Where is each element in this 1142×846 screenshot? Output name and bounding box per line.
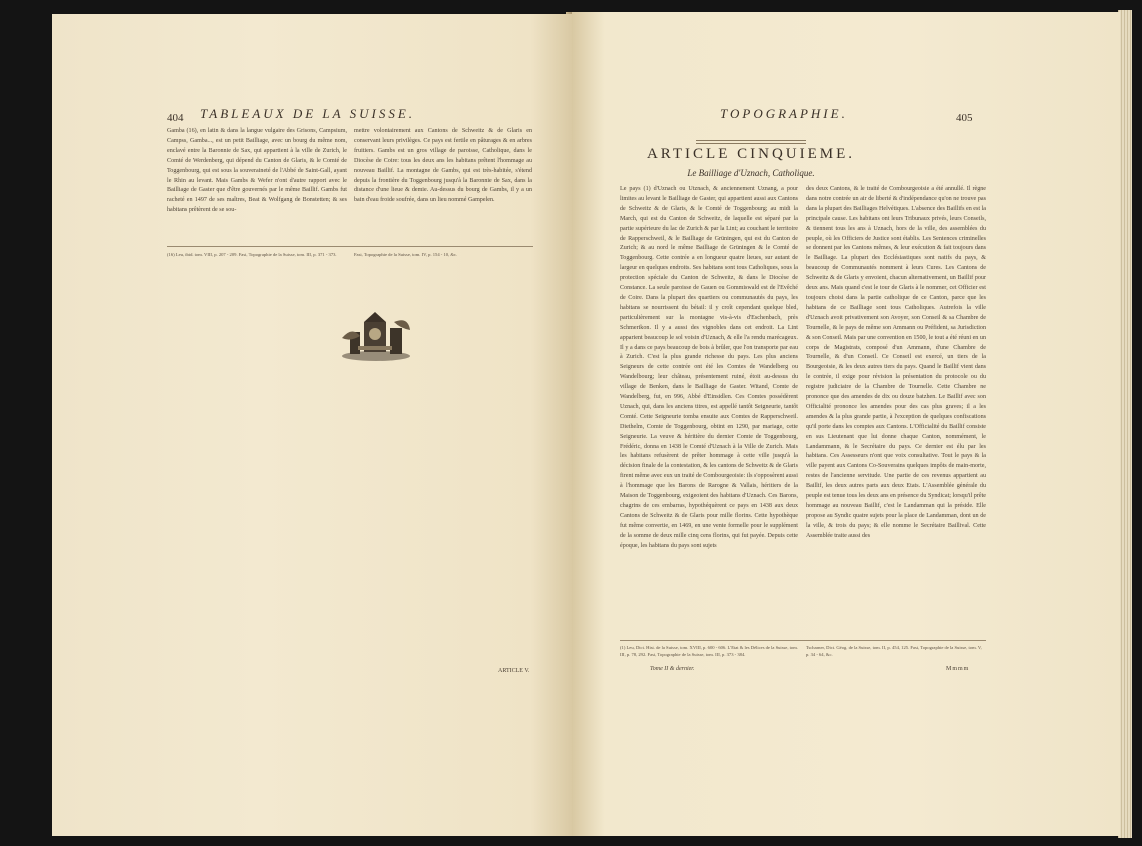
footnotes-right: Fasi, Topographie de la Suisse, tom. IV, p. 154 - 10, &c.	[354, 252, 458, 257]
title-rule	[696, 140, 806, 144]
footnote-rule	[167, 246, 533, 247]
tome-line: Tome II & dernier.	[650, 666, 695, 672]
vignette-ornament	[338, 308, 414, 362]
article-title: ARTICLE CINQUIEME.	[646, 146, 856, 162]
page-number: 405	[956, 112, 973, 124]
text-column-2: mettre volontairement aux Cantons de Schweitz & de Glaris en conservant leurs privilèges. Ce pays est fertile en pâturages & en arbres fruitiers. Gambs est un gros village de paroisse, Catholique, dans le Diocèse de Coire: tous les deux ans les habitans prêtent l'hommage au nouveau Baillif. La montagne de Gambs, qui est très-habitée, s'étend depuis la frontière du Toggenbourg jusqu'à la Baronnie de Sax, dans la distance d'une lieue & demie. Au-dessus du bourg de Gambs, il y a un bain d'eau froide soufrée, dans un lieu nommé Gampelen.	[354, 128, 532, 204]
text-column-2: des deux Cantons, & le traité de Combourgeoisie a été annullé. Il règne dans notre contrée un air de liberté & d'indépendance qu'on ne trouve pas dans la plupart des Bailliages Helvétiques. L'absence des Baillifs en est la principale cause. Les habitans ont leurs Tribunaux privés, leurs Conseils, & tiennent tous les ans à Uznach, hors de la ville, des assemblées du peuple, où les Officiers de Justice sont établis. Les Sentences criminelles se donnent par les Cantons mêmes, & leur exécution & fait toujours dans le Bailliage. La plupart des Ecclésiastiques sont natifs du pays, & beaucoup de Communautés nomment à leurs Cures. Les Cantons de Schweitz & de Glaris y envoient, chacun alternativement, un Baillif pour deux ans. Mais quand c'est le tour de Glaris à le nommer, cet Officier est toujours choisi dans la partie catholique de ce Canton, parce que les habitans de ce Bailliage sont tous Catholiques. Autrefois la ville d'Uznach avoit privativement son Avoyer, son Conseil & sa Chambre de Tournelle, & le pays de même son Ammann ou Préfident, sa Jurisdiction & son Conseil. Mais par une convention en 1500, le tout a été réuni en un corps de Magistrats, composé d'un Ammann, d'une Chambre de Tournelle, & d'un Conseil. Ce Conseil est exercé, un tiers de la Bourgeoisie, & les deux autres tiers du pays. Quand le Baillif vient dans le contrée, il exige pour révision la présentation du protocole ou du registre judiciaire de la Chambre de Tournelle. Cette Chambre ne prononce que des amendes de dix ou douze batzhen. Le Baillif avec son Officialité prononce les amendes pour des cas plus graves; il a les amendes & la plus grande partie, à l'exception de quelques confiscations qu'il porte dans les comptes aux Cantons. L'Officialité du Baillif consiste en sus Lieutenant que lui donne chaque Canton, nommément, le Landammann, & le Secrétaire du pays. Ce dernier est élu par les habitans. Ces Assesseurs n'ont que voix consultative. Tout le pays & la ville payent aux Cantons Co-Souverains quelques impôts de main-morte, restes de l'ancienne servitude. Une partie de ces revenus appartient au Baillif, les deux autres parts aux deux Etats. L'Assemblée générale du peuple est tenue tous les deux ans en présence du Syndicat; lorsqu'il prête hommage au nouveau Baillif, c'est le Landamman qui la préside. Elle propose au Syndic quatre sujets pour la place de Landamman, dont un de la ville, & trois du pays; & elle nomme le Secrétaire Baillival. Cette Assemblée traite aussi des	[806, 186, 986, 539]
right-page	[572, 12, 1120, 836]
signature-mark: Mmmm	[946, 666, 970, 672]
footnotes-right: Tscharner, Dict. Géog. de la Suisse, tom. II, p. 454, 125. Fasi, Topographie de la Suisse, tom. V, p. 34 - 64, &c.	[806, 645, 982, 657]
text-column-1: Le pays (1) d'Uznach ou Utznach, & anciennement Uznang, a pour limites au levant le Bailliage de Gaster, qui appartient aussi aux Cantons de Schweitz & de Glaris, & le Comté de Toggenbourg; au midi la March, qui est du Canton de Schweitz, de laquelle est séparé par la partie supérieure du lac de Zurich & par la Lint; au couchant le territoire de Rapperschweil, & le Bailliage de Grüningen, qui est du Canton de Zurich; & au nord le même Bailliage de Grüningen & le Comté de Toggenbourg. Cette contrée a en longueur quatre lieues, sur autant de largeur en quelques endroits. Ses habitans sont tous Catholiques, sous la protection spéciale du Canton de Schweitz, & dans le Diocèse de Constance. La seule paroisse de Gauen ou Gommiswald est de l'Evêché de Coire. Dans la plupart des quartiers ou communautés du pays, les habitans se nourrissent du bétail: il y croît cependant quelque bled, particulièrement sur la montagne vis-à-vis d'Eschenbach, près Schmerikon. Il y a aussi des vignobles dans cet endroit. La Lint apparient beaucoup le sol voisin d'Uznach, & elle l'a rendu marécageux. Il y a dans ce pays beaucoup de bois à brûler, que l'on transporte par eau à Zurich. C'est la plus grande richesse du pays. Les plus anciens Seigneurs de cette contrée ont été les Comtes de Wandelberg ou Wandelbourg; leur château, présentement ruiné, étoit au-dessus du village de Benken, dans le Bailliage de Gaster. Witand, Comte de Wandelberg, fut, en 996, Abbé d'Einsidlen. Ces Comtes possédèrent Uznach, qui, dans les anciens titres, est appellé tantôt Seigneurie, tantôt Comté. Cette Seigneurie tomba ensuite aux Comtes de Rapperschweil. Diethelm, Comte de Toggenbourg, obtint en 1290, par mariage, cette Seigneurie. La veuve & héritière du dernier Comte de Toggenbourg, Frédéric, donna en 1438 le Comté d'Uznach à la Ville de Zurich. Mais les habitans refusèrent de prêter hommage à cette ville jusqu'à la décision finale de la contestation, & les cantons de Schweitz & de Glaris firent même avec eux un traité de Combourgeoisie: ils s'opposèrent aussi à l'hommage que les Barons de Rarogne & Vallais, héritiers de la Maison de Toggenbourg, exigeoient des habitans d'Uznach. Ces Barons, chagrins de ces embarras, hypothéquèrent ce pays en 1438 aux deux Cantons de Schweitz & de Glaris pour mille florins. Cette hypothèque fut même convertie, en 1469, en une vente formelle pour le supplément de la somme de deux mille cinq cens florins, qui fut payée. Depuis cette époque, les habitans du pays sont sujets	[620, 186, 798, 549]
footnotes-left: (1) Leu, Dict. Hist. de la Suisse, tom. XVIII, p. 600 - 606. L'Etat & les Délices de la Suisse, tom. III, p. 78, 292. Fasi, Topographie de la Suisse, tom. III, p. 373 - 384.	[620, 645, 798, 657]
text-column-1: Gamba (16), en latin & dans la langue vulgaire des Grisons, Campsium, Campss, Gamba..., est un petit Bailliage, avec un bourg du même nom, enclavé entre la Baronnie de Sax, qui appartient à la ville de Zurich, le Comté de Werdenberg, qui dépend du Canton de Glaris, & le Comté de Toggenbourg, qui est sous la souveraineté de l'Abbé de Saint-Gall, ayant le Rhin au levant. Mais Gambs & Wefer n'ont d'autre rapport avec le Bailliage de Gaster que d'être gouvernés par le même Baillif. Gambs fut racheté en 1497 de ses maîtres, Beat & Wolfgang de Bonstetten; & ses habitans prêtèrent de se sou-	[167, 128, 347, 214]
page-number: 404	[167, 112, 184, 124]
page-edges	[1118, 10, 1132, 838]
running-head: TOPOGRAPHIE.	[720, 106, 848, 121]
footnotes-left: (16) Leu, ibid. tom. VIII, p. 207 - 209. Fasi, Topographie de la Suisse, tom. III, p. 371 - 373.	[167, 252, 337, 257]
footnote-rule	[620, 640, 986, 641]
left-page	[52, 14, 572, 836]
article-subtitle: Le Bailliage d'Uznach, Catholique.	[687, 168, 815, 178]
running-head: TABLEAUX DE LA SUISSE.	[200, 106, 416, 121]
catchword: ARTICLE V.	[498, 668, 530, 674]
